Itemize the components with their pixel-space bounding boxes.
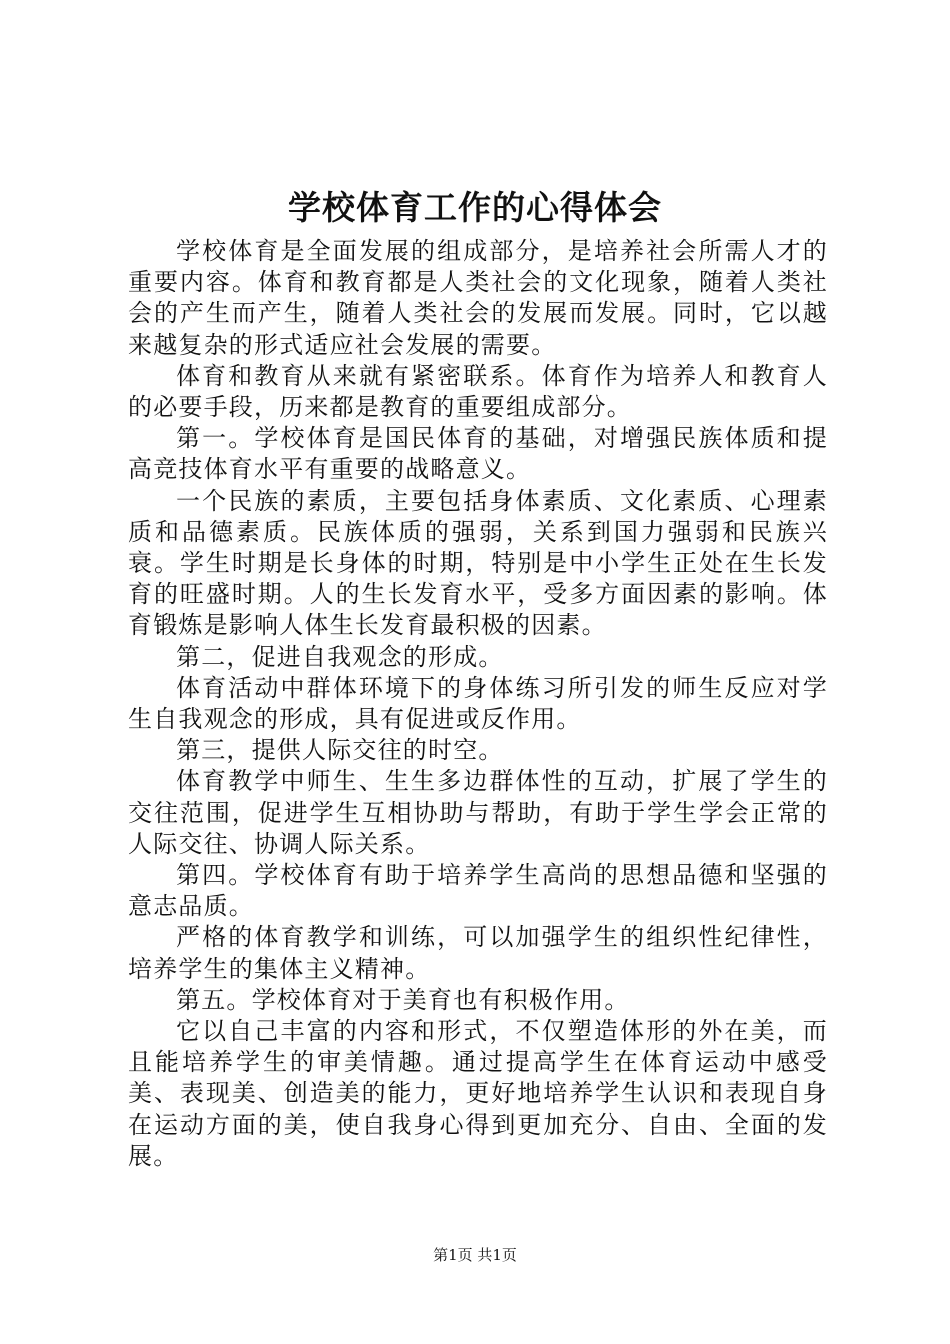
paragraph: 严格的体育教学和训练，可以加强学生的组织性纪律性，培养学生的集体主义精神。 <box>128 923 828 983</box>
paragraph: 它以自己丰富的内容和形式，不仅塑造体形的外在美，而且能培养学生的审美情趣。通过提高学生在体育运动中感受美、表现美、创造美的能力，更好地培养学生认识和表现自身在运动方面的美，使自我身心得到更加充分、自由、全面的发展。 <box>128 1017 828 1170</box>
paragraph: 学校体育是全面发展的组成部分，是培养社会所需人才的重要内容。体育和教育都是人类社会的文化现象，随着人类社会的产生而产生，随着人类社会的发展而发展。同时，它以越来越复杂的形式适应社会发展的需要。 <box>128 237 828 359</box>
paragraph: 体育活动中群体环境下的身体练习所引发的师生反应对学生自我观念的形成，具有促进或反作用。 <box>128 673 828 734</box>
document-title: 学校体育工作的心得体会 <box>288 188 662 227</box>
paragraph: 第二，促进自我观念的形成。 <box>176 642 504 671</box>
page-number-footer: 第1页 共1页 <box>433 1246 517 1264</box>
paragraph: 体育教学中师生、生生多边群体性的互动，扩展了学生的交往范围，促进学生互相协助与帮助，有助于学生学会正常的人际交往、协调人际关系。 <box>128 767 828 858</box>
document-body <box>128 236 828 1172</box>
paragraph: 体育和教育从来就有紧密联系。体育作为培养人和教育人的必要手段，历来都是教育的重要组成部分。 <box>128 361 828 422</box>
paragraph: 第四。学校体育有助于培养学生高尚的思想品德和坚强的意志品质。 <box>128 861 828 921</box>
paragraph: 第一。学校体育是国民体育的基础，对增强民族体质和提高竞技体育水平有重要的战略意义。 <box>128 424 828 484</box>
paragraph: 一个民族的素质，主要包括身体素质、文化素质、心理素质和品德素质。民族体质的强弱，关系到国力强弱和民族兴衰。学生时期是长身体的时期，特别是中小学生正处在生长发育的旺盛时期。人的生长发育水平，受多方面因素的影响。体育锻炼是影响人体生长发育最积极的因素。 <box>128 486 828 640</box>
paragraph: 第三，提供人际交往的时空。 <box>176 736 504 765</box>
paragraph: 第五。学校体育对于美育也有积极作用。 <box>176 985 630 1014</box>
